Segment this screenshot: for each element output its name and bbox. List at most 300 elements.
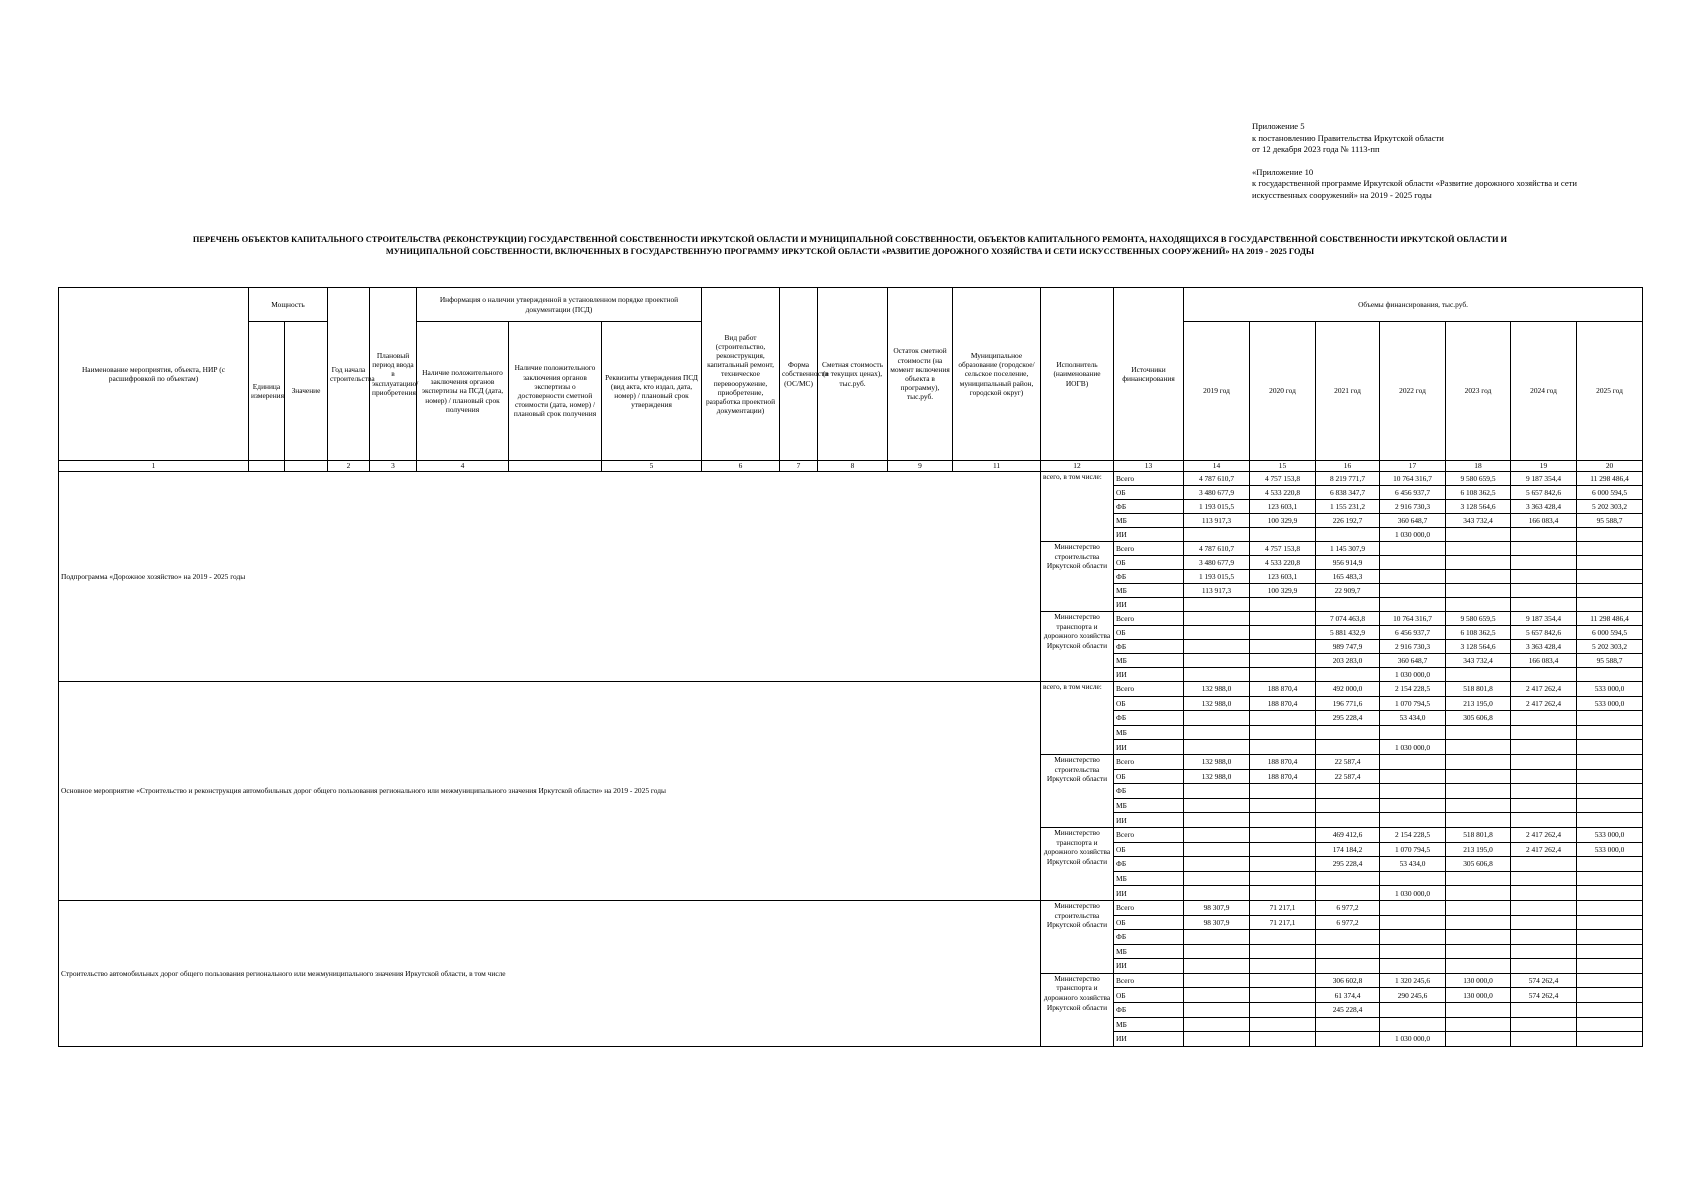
amount-cell: 2 916 730,3	[1380, 500, 1446, 514]
amount-cell: 5 202 303,2	[1577, 640, 1643, 654]
amount-cell: 6 977,2	[1316, 915, 1380, 930]
header-unit: Единица измерения	[249, 322, 285, 461]
amount-cell: 166 083,4	[1511, 654, 1577, 668]
amount-cell	[1511, 556, 1577, 570]
source-cell: ИИ	[1114, 528, 1184, 542]
amount-cell	[1316, 668, 1380, 682]
amount-cell	[1511, 886, 1577, 901]
amount-cell	[1577, 769, 1643, 784]
amount-cell: 5 881 432,9	[1316, 626, 1380, 640]
amount-cell: 11 298 486,4	[1577, 472, 1643, 486]
amount-cell: 10 764 316,7	[1380, 612, 1446, 626]
title-line: ПЕРЕЧЕНЬ ОБЪЕКТОВ КАПИТАЛЬНОГО СТРОИТЕЛЬСТВА (РЕКОНСТРУКЦИИ) ГОСУДАРСТВЕННОЙ СОБСТВЕННОСТИ ИРКУТСКОЙ ОБЛАСТИ И МУНИЦИПАЛЬНОЙ СОБСТВЕННОСТИ, ОБЪЕКТОВ КАПИТАЛЬНОГО РЕМОНТА, НАХОДЯЩИХСЯ В ГОСУДАРСТВЕННОЙ СОБСТВЕННОСТИ ИРКУТСКОЙ ОБЛАСТИ И	[192, 235, 1508, 244]
amount-cell	[1380, 1017, 1446, 1032]
amount-cell: 1 320 245,6	[1380, 973, 1446, 988]
source-cell: Всего	[1114, 754, 1184, 769]
amount-cell	[1577, 886, 1643, 901]
table-row	[59, 900, 1643, 915]
executor-cell: Министерство строительства Иркутской области	[1041, 542, 1114, 612]
appendix-line: к постановлению Правительства Иркутской области	[1252, 132, 1444, 143]
amount-cell: 132 988,0	[1184, 754, 1250, 769]
executor-cell: Министерство строительства Иркутской области	[1041, 754, 1114, 827]
amount-cell	[1446, 1003, 1511, 1018]
amount-cell	[1250, 1003, 1316, 1018]
title-line: МУНИЦИПАЛЬНОЙ СОБСТВЕННОСТИ, ВКЛЮЧЕННЫХ В ГОСУДАРСТВЕННУЮ ПРОГРАММУ ИРКУТСКОЙ ОБЛАСТИ «РАЗВИТИЕ ДОРОЖНОГО ХОЗЯЙСТВА И СЕТИ ИСКУССТВЕННЫХ СООРУЖЕНИЙ» НА 2019 - 2025 ГОДЫ	[385, 246, 1315, 256]
amount-cell: 166 083,4	[1511, 514, 1577, 528]
amount-cell: 956 914,9	[1316, 556, 1380, 570]
amount-cell: 123 603,1	[1250, 500, 1316, 514]
amount-cell: 61 374,4	[1316, 988, 1380, 1003]
amount-cell: 213 195,0	[1446, 696, 1511, 711]
header-est-cost: Сметная стоимость (в текущих ценах), тыс.руб.	[818, 288, 888, 461]
source-cell: Всего	[1114, 612, 1184, 626]
amount-cell	[1511, 1017, 1577, 1032]
amount-cell: 188 870,4	[1250, 696, 1316, 711]
column-number: 8	[818, 461, 888, 472]
source-cell: ФБ	[1114, 784, 1184, 799]
amount-cell: 226 192,7	[1316, 514, 1380, 528]
section-name: Строительство автомобильных дорог общего пользования регионального или межмуниципального значения Иркутской области, в том числе	[59, 900, 1041, 1046]
section-name: Основное мероприятие «Строительство и реконструкция автомобильных дорог общего пользования регионального или межмуниципального значения Иркутской области» на 2019 - 2025 годы	[59, 682, 1041, 901]
amount-cell: 9 187 354,4	[1511, 472, 1577, 486]
header-municipality: Муниципальное образование (городское/сельское поселение, муниципальный район, городской округ)	[953, 288, 1041, 461]
amount-cell	[1577, 1017, 1643, 1032]
amount-cell	[1250, 668, 1316, 682]
amount-cell	[1250, 827, 1316, 842]
amount-cell	[1380, 725, 1446, 740]
amount-cell	[1511, 725, 1577, 740]
amount-cell: 4 757 153,8	[1250, 542, 1316, 556]
amount-cell: 295 228,4	[1316, 857, 1380, 872]
appendix-block	[1252, 121, 1577, 201]
amount-cell	[1577, 915, 1643, 930]
amount-cell	[1184, 813, 1250, 828]
amount-cell	[1446, 769, 1511, 784]
column-number: 2	[328, 461, 370, 472]
appendix-line: Приложение 5	[1252, 121, 1305, 131]
amount-cell: 2 154 228,5	[1380, 682, 1446, 697]
header-year: 2023 год	[1446, 322, 1511, 461]
amount-cell	[1184, 842, 1250, 857]
column-number: 12	[1041, 461, 1114, 472]
amount-cell	[1250, 944, 1316, 959]
amount-cell	[1380, 570, 1446, 584]
amount-cell: 130 000,0	[1446, 988, 1511, 1003]
column-number: 5	[602, 461, 702, 472]
column-number	[509, 461, 602, 472]
amount-cell: 989 747,9	[1316, 640, 1380, 654]
amount-cell: 1 145 307,9	[1316, 542, 1380, 556]
column-number: 17	[1380, 461, 1446, 472]
amount-cell	[1577, 871, 1643, 886]
amount-cell: 5 657 842,6	[1511, 486, 1577, 500]
amount-cell	[1250, 871, 1316, 886]
amount-cell: 469 412,6	[1316, 827, 1380, 842]
source-cell: Всего	[1114, 472, 1184, 486]
amount-cell: 98 307,9	[1184, 915, 1250, 930]
amount-cell	[1250, 959, 1316, 974]
amount-cell: 7 074 463,8	[1316, 612, 1380, 626]
source-cell: ФБ	[1114, 500, 1184, 514]
section-name: Подпрограмма «Дорожное хозяйство» на 2019 - 2025 годы	[59, 472, 1041, 682]
amount-cell	[1446, 598, 1511, 612]
amount-cell: 3 480 677,9	[1184, 486, 1250, 500]
table-row	[59, 472, 1643, 486]
amount-cell	[1250, 842, 1316, 857]
header-year: 2020 год	[1250, 322, 1316, 461]
amount-cell	[1446, 944, 1511, 959]
executor-cell: Министерство транспорта и дорожного хозяйства Иркутской области	[1041, 612, 1114, 682]
appendix-line: искусственных сооружений» на 2019 - 2025 годы	[1252, 189, 1432, 200]
source-cell: ОБ	[1114, 988, 1184, 1003]
amount-cell	[1184, 612, 1250, 626]
amount-cell	[1380, 915, 1446, 930]
amount-cell	[1250, 654, 1316, 668]
amount-cell: 100 329,9	[1250, 584, 1316, 598]
amount-cell	[1316, 528, 1380, 542]
amount-cell: 1 030 000,0	[1380, 1032, 1446, 1047]
column-number-row	[59, 461, 1643, 472]
amount-cell	[1511, 769, 1577, 784]
column-number: 9	[888, 461, 953, 472]
source-cell: ФБ	[1114, 930, 1184, 945]
amount-cell	[1577, 944, 1643, 959]
amount-cell	[1316, 784, 1380, 799]
source-cell: ИИ	[1114, 598, 1184, 612]
amount-cell: 1 030 000,0	[1380, 668, 1446, 682]
amount-cell: 343 732,4	[1446, 514, 1511, 528]
amount-cell: 11 298 486,4	[1577, 612, 1643, 626]
source-cell: Всего	[1114, 900, 1184, 915]
amount-cell	[1250, 612, 1316, 626]
source-cell: МБ	[1114, 944, 1184, 959]
column-number: 3	[370, 461, 417, 472]
amount-cell	[1380, 1003, 1446, 1018]
amount-cell	[1511, 857, 1577, 872]
amount-cell	[1577, 784, 1643, 799]
amount-cell: 343 732,4	[1446, 654, 1511, 668]
amount-cell	[1250, 626, 1316, 640]
amount-cell: 518 801,8	[1446, 827, 1511, 842]
column-number: 13	[1114, 461, 1184, 472]
amount-cell	[1511, 598, 1577, 612]
column-number: 11	[953, 461, 1041, 472]
amount-cell	[1446, 784, 1511, 799]
amount-cell	[1184, 1032, 1250, 1047]
amount-cell	[1577, 857, 1643, 872]
column-number	[285, 461, 328, 472]
amount-cell	[1316, 740, 1380, 755]
document-title	[60, 234, 1640, 257]
amount-cell: 1 193 015,5	[1184, 500, 1250, 514]
amount-cell	[1446, 900, 1511, 915]
amount-cell	[1380, 930, 1446, 945]
amount-cell	[1446, 570, 1511, 584]
table-body	[59, 472, 1643, 1047]
amount-cell	[1577, 900, 1643, 915]
amount-cell: 9 580 659,5	[1446, 472, 1511, 486]
header-planned-period: Плановый период ввода в эксплуатацию/приобретения	[370, 288, 417, 461]
amount-cell	[1446, 959, 1511, 974]
header-sources: Источники финансирования	[1114, 288, 1184, 461]
executor-cell: Министерство транспорта и дорожного хозяйства Иркутской области	[1041, 827, 1114, 900]
amount-cell	[1250, 1017, 1316, 1032]
source-cell: ФБ	[1114, 1003, 1184, 1018]
amount-cell	[1577, 556, 1643, 570]
amount-cell	[1380, 813, 1446, 828]
executor-cell: всего, в том числе:	[1041, 472, 1114, 542]
amount-cell: 4 533 220,8	[1250, 556, 1316, 570]
executor-cell: Министерство строительства Иркутской области	[1041, 900, 1114, 973]
source-cell: ФБ	[1114, 570, 1184, 584]
amount-cell: 165 483,3	[1316, 570, 1380, 584]
source-cell: ИИ	[1114, 886, 1184, 901]
amount-cell	[1184, 871, 1250, 886]
amount-cell	[1511, 871, 1577, 886]
amount-cell	[1446, 813, 1511, 828]
amount-cell	[1577, 598, 1643, 612]
amount-cell	[1446, 556, 1511, 570]
amount-cell	[1511, 798, 1577, 813]
source-cell: ОБ	[1114, 915, 1184, 930]
amount-cell	[1316, 1017, 1380, 1032]
amount-cell	[1184, 798, 1250, 813]
amount-cell: 5 202 303,2	[1577, 500, 1643, 514]
amount-cell	[1577, 973, 1643, 988]
amount-cell	[1511, 915, 1577, 930]
amount-cell	[1184, 654, 1250, 668]
amount-cell	[1250, 813, 1316, 828]
amount-cell	[1184, 598, 1250, 612]
amount-cell: 245 228,4	[1316, 1003, 1380, 1018]
header-start-year: Год начала строительства	[328, 288, 370, 461]
amount-cell	[1511, 813, 1577, 828]
amount-cell	[1184, 711, 1250, 726]
amount-cell	[1511, 900, 1577, 915]
header-psd-cost: Наличие положительного заключения органов экспертизы о достоверности сметной стоимости (дата, номер) / плановый срок получения	[509, 322, 602, 461]
amount-cell	[1250, 1032, 1316, 1047]
amount-cell	[1250, 988, 1316, 1003]
amount-cell	[1184, 528, 1250, 542]
amount-cell: 6 108 362,5	[1446, 626, 1511, 640]
header-year: 2022 год	[1380, 322, 1446, 461]
amount-cell	[1380, 959, 1446, 974]
amount-cell: 95 588,7	[1577, 654, 1643, 668]
amount-cell: 2 417 262,4	[1511, 682, 1577, 697]
amount-cell	[1184, 725, 1250, 740]
amount-cell	[1316, 1032, 1380, 1047]
amount-cell	[1446, 668, 1511, 682]
amount-cell	[1316, 886, 1380, 901]
amount-cell: 518 801,8	[1446, 682, 1511, 697]
header-financing: Объемы финансирования, тыс.руб.	[1184, 288, 1643, 322]
source-cell: ИИ	[1114, 813, 1184, 828]
source-cell: МБ	[1114, 725, 1184, 740]
amount-cell: 123 603,1	[1250, 570, 1316, 584]
amount-cell: 6 456 937,7	[1380, 486, 1446, 500]
executor-cell: Министерство транспорта и дорожного хозяйства Иркутской области	[1041, 973, 1114, 1046]
header-capacity: Мощность	[249, 288, 328, 322]
amount-cell: 6 000 594,5	[1577, 486, 1643, 500]
source-cell: ОБ	[1114, 486, 1184, 500]
amount-cell: 22 909,7	[1316, 584, 1380, 598]
amount-cell: 533 000,0	[1577, 842, 1643, 857]
amount-cell: 574 262,4	[1511, 973, 1577, 988]
amount-cell: 533 000,0	[1577, 696, 1643, 711]
amount-cell: 3 363 428,4	[1511, 640, 1577, 654]
amount-cell: 3 128 564,6	[1446, 500, 1511, 514]
amount-cell: 6 977,2	[1316, 900, 1380, 915]
amount-cell: 2 154 228,5	[1380, 827, 1446, 842]
amount-cell: 295 228,4	[1316, 711, 1380, 726]
amount-cell: 22 587,4	[1316, 754, 1380, 769]
amount-cell: 188 870,4	[1250, 769, 1316, 784]
amount-cell	[1184, 886, 1250, 901]
amount-cell: 113 917,3	[1184, 584, 1250, 598]
amount-cell: 360 648,7	[1380, 514, 1446, 528]
amount-cell: 95 588,7	[1577, 514, 1643, 528]
amount-cell	[1184, 827, 1250, 842]
amount-cell	[1380, 944, 1446, 959]
amount-cell	[1577, 542, 1643, 556]
amount-cell: 9 580 659,5	[1446, 612, 1511, 626]
amount-cell: 196 771,6	[1316, 696, 1380, 711]
header-name: Наименование мероприятия, объекта, НИР (с расшифровкой по объектам)	[59, 288, 249, 461]
amount-cell	[1184, 930, 1250, 945]
amount-cell	[1380, 584, 1446, 598]
amount-cell	[1316, 598, 1380, 612]
amount-cell: 305 606,8	[1446, 857, 1511, 872]
amount-cell: 113 917,3	[1184, 514, 1250, 528]
appendix-line: от 12 декабря 2023 года № 1113-пп	[1252, 144, 1380, 154]
amount-cell: 2 417 262,4	[1511, 696, 1577, 711]
amount-cell: 1 070 794,5	[1380, 842, 1446, 857]
amount-cell	[1446, 886, 1511, 901]
amount-cell	[1446, 915, 1511, 930]
source-cell: ФБ	[1114, 640, 1184, 654]
header-ownership: Форма собственности (ОС/МС)	[780, 288, 818, 461]
amount-cell	[1511, 959, 1577, 974]
amount-cell	[1446, 1017, 1511, 1032]
amount-cell	[1184, 1017, 1250, 1032]
amount-cell	[1446, 754, 1511, 769]
amount-cell	[1511, 740, 1577, 755]
column-number: 4	[417, 461, 509, 472]
amount-cell	[1511, 1032, 1577, 1047]
amount-cell: 22 587,4	[1316, 769, 1380, 784]
amount-cell	[1184, 626, 1250, 640]
header-remaining: Остаток сметной стоимости (на момент включения объекта в программу), тыс.руб.	[888, 288, 953, 461]
amount-cell	[1577, 1003, 1643, 1018]
column-number: 14	[1184, 461, 1250, 472]
table-row	[59, 682, 1643, 697]
amount-cell: 3 128 564,6	[1446, 640, 1511, 654]
source-cell: ИИ	[1114, 668, 1184, 682]
amount-cell	[1316, 959, 1380, 974]
amount-cell: 213 195,0	[1446, 842, 1511, 857]
amount-cell: 53 434,0	[1380, 857, 1446, 872]
source-cell: МБ	[1114, 514, 1184, 528]
amount-cell: 533 000,0	[1577, 827, 1643, 842]
amount-cell: 4 787 610,7	[1184, 472, 1250, 486]
amount-cell	[1511, 930, 1577, 945]
amount-cell	[1577, 740, 1643, 755]
amount-cell: 1 030 000,0	[1380, 528, 1446, 542]
amount-cell: 4 757 153,8	[1250, 472, 1316, 486]
amount-cell	[1380, 784, 1446, 799]
amount-cell	[1380, 769, 1446, 784]
source-cell: ФБ	[1114, 711, 1184, 726]
amount-cell: 360 648,7	[1380, 654, 1446, 668]
amount-cell: 71 217,1	[1250, 900, 1316, 915]
header-year: 2019 год	[1184, 322, 1250, 461]
header-executor: Исполнитель (наименование ИОГВ)	[1041, 288, 1114, 461]
amount-cell	[1184, 857, 1250, 872]
amount-cell: 132 988,0	[1184, 682, 1250, 697]
header-psd-positive: Наличие положительного заключения органов экспертизы на ПСД (дата, номер) / плановый срок получения	[417, 322, 509, 461]
column-number: 18	[1446, 461, 1511, 472]
source-cell: Всего	[1114, 542, 1184, 556]
source-cell: ОБ	[1114, 696, 1184, 711]
amount-cell: 188 870,4	[1250, 754, 1316, 769]
header-work-type: Вид работ (строительство, реконструкция, капитальный ремонт, техническое перевооружение, приобретение, разработка проектной документации)	[702, 288, 780, 461]
source-cell: Всего	[1114, 682, 1184, 697]
source-cell: МБ	[1114, 1017, 1184, 1032]
source-cell: МБ	[1114, 584, 1184, 598]
amount-cell	[1184, 668, 1250, 682]
amount-cell: 2 417 262,4	[1511, 827, 1577, 842]
amount-cell	[1577, 725, 1643, 740]
amount-cell	[1250, 598, 1316, 612]
amount-cell	[1250, 973, 1316, 988]
amount-cell	[1446, 542, 1511, 556]
amount-cell	[1577, 959, 1643, 974]
amount-cell	[1446, 584, 1511, 598]
source-cell: МБ	[1114, 798, 1184, 813]
appendix-line: «Приложение 10	[1252, 166, 1314, 177]
executor-cell: всего, в том числе:	[1041, 682, 1114, 755]
amount-cell: 188 870,4	[1250, 682, 1316, 697]
amount-cell	[1316, 944, 1380, 959]
amount-cell	[1316, 871, 1380, 886]
amount-cell	[1316, 725, 1380, 740]
amount-cell	[1577, 930, 1643, 945]
amount-cell	[1316, 798, 1380, 813]
amount-cell	[1184, 1003, 1250, 1018]
column-number: 6	[702, 461, 780, 472]
amount-cell	[1380, 598, 1446, 612]
amount-cell	[1380, 542, 1446, 556]
amount-cell	[1446, 725, 1511, 740]
amount-cell	[1511, 754, 1577, 769]
amount-cell	[1577, 988, 1643, 1003]
amount-cell: 132 988,0	[1184, 696, 1250, 711]
source-cell: ИИ	[1114, 959, 1184, 974]
source-cell: ОБ	[1114, 769, 1184, 784]
header-value: Значение	[285, 322, 328, 461]
amount-cell	[1511, 1003, 1577, 1018]
amount-cell	[1250, 640, 1316, 654]
amount-cell: 492 000,0	[1316, 682, 1380, 697]
column-number: 1	[59, 461, 249, 472]
amount-cell	[1184, 988, 1250, 1003]
header-year: 2021 год	[1316, 322, 1380, 461]
header-psd-approval: Реквизиты утверждения ПСД (вид акта, кто издал, дата, номер) / плановый срок утверждения	[602, 322, 702, 461]
amount-cell	[1511, 711, 1577, 726]
amount-cell	[1446, 871, 1511, 886]
source-cell: ИИ	[1114, 740, 1184, 755]
amount-cell	[1380, 798, 1446, 813]
